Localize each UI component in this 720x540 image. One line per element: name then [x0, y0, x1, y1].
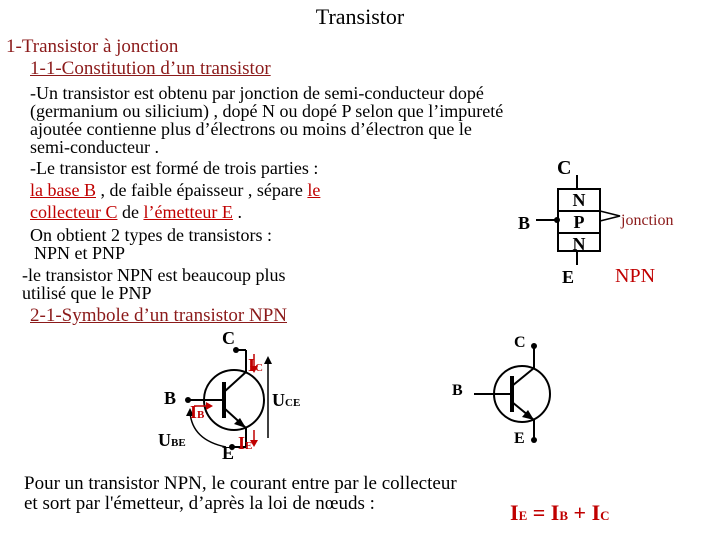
jonction-label: jonction	[621, 212, 674, 229]
paragraph-line-3: ajoutée contienne plus d’électrons ou moins d’électron que le	[30, 119, 472, 139]
ic-label: IC	[248, 355, 263, 375]
footer-line-2: et sort par l'émetteur, d’après la loi de nœuds :	[24, 493, 375, 514]
left-e-label: E	[222, 443, 235, 463]
right-c-label: C	[514, 334, 526, 351]
base-line	[30, 181, 320, 199]
le-term: le	[307, 180, 321, 200]
paragraph-line-4: semi-conducteur .	[30, 137, 159, 157]
layer-n-bottom: N	[572, 234, 586, 254]
de-word: de	[117, 202, 144, 222]
parts-line: -Le transistor est formé de trois parties :	[30, 158, 319, 178]
types-line: On obtient 2 types de transistors :	[30, 225, 272, 245]
layer-p: P	[559, 212, 599, 234]
base-term: la base B	[30, 180, 96, 200]
npn-line-2: utilisé que le PNP	[22, 283, 152, 303]
emetteur-term: l’émetteur E	[143, 202, 233, 222]
base-rest: , de faible épaisseur , sépare	[95, 180, 308, 200]
right-b-label: B	[452, 382, 463, 399]
npn-line-1: -le transistor NPN est beaucoup plus	[22, 265, 286, 285]
section-heading-1: 1-Transistor à jonction	[6, 36, 179, 57]
uce-label: UCE	[272, 390, 301, 410]
left-c-label: C	[222, 328, 235, 348]
paragraph-line-1: -Un transistor est obtenu par jonction de semi-conducteur dopé	[30, 83, 484, 103]
collecteur-term: collecteur C	[30, 202, 118, 222]
npn-type-label: NPN	[615, 265, 656, 287]
collecteur-line	[30, 203, 242, 221]
section-heading-2-1: 2-1-Symbole d’un transistor NPN	[30, 305, 288, 326]
ie-label: IE	[238, 433, 253, 453]
right-e-label: E	[514, 430, 525, 447]
structure-c-label: C	[557, 157, 572, 179]
current-law-formula: IE = IB + IC	[510, 500, 610, 525]
paragraph-line-2: (germanium ou silicium) , dopé N ou dopé P selon que l’impureté	[30, 101, 504, 121]
structure-b-label: B	[518, 213, 531, 233]
page-title: Transistor	[315, 4, 405, 29]
ube-label: UBE	[158, 430, 186, 450]
types-values: NPN et PNP	[34, 243, 126, 263]
footer-line-1: Pour un transistor NPN, le courant entre par le collecteur	[24, 473, 457, 494]
section-heading-1-1: 1-1-Constitution d’un transistor	[30, 58, 271, 79]
emetteur-end: .	[232, 202, 242, 222]
structure-e-label: E	[562, 267, 575, 287]
layer-n-top: N	[559, 190, 599, 212]
ib-label: IB	[190, 402, 205, 422]
left-b-label: B	[164, 388, 177, 408]
